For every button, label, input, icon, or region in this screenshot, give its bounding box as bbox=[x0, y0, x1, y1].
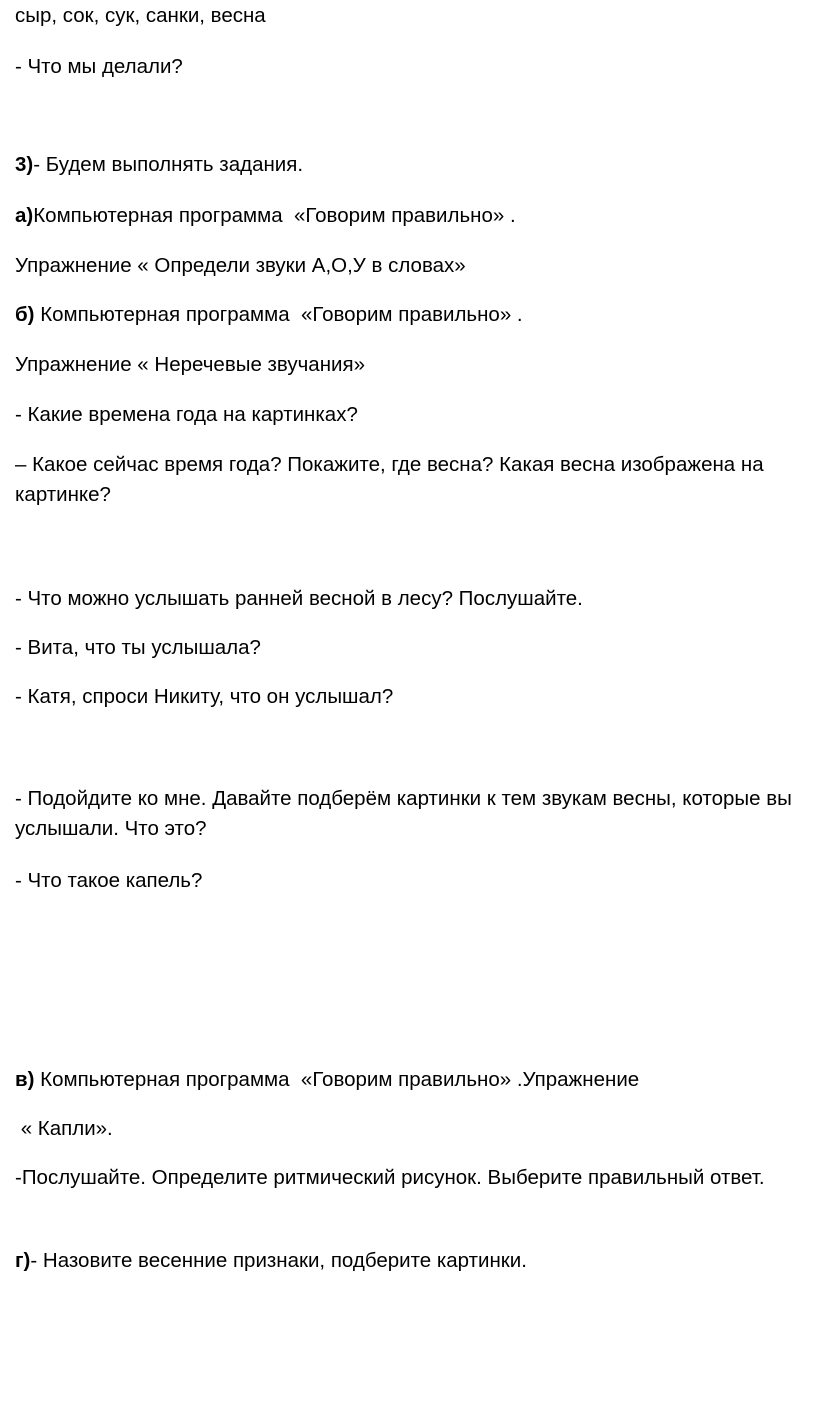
item-b-text: Компьютерная программа «Говорим правильно» . bbox=[34, 303, 523, 326]
section-3-text: - Будем выполнять задания. bbox=[33, 153, 304, 176]
paragraph-question-kapel: - Что такое капель? bbox=[15, 869, 203, 892]
item-b-label: б) bbox=[15, 303, 35, 326]
paragraph-word-list: сыр, сок, сук, санки, весна bbox=[15, 4, 266, 27]
paragraph-instruction-rhythm: -Послушайте. Определите ритмический рисунок. Выберите правильный ответ. bbox=[15, 1166, 765, 1189]
paragraph-item-b bbox=[15, 300, 805, 330]
paragraph-question-forest-sounds: - Что можно услышать ранней весной в лесу? Послушайте. bbox=[15, 587, 583, 610]
paragraph-question-what-did-we-do: - Что мы делали? bbox=[15, 55, 183, 78]
paragraph-exercise-sounds: Упражнение « Определи звуки А,О,У в словах» bbox=[15, 254, 466, 277]
paragraph-question-vita: - Вита, что ты услышала? bbox=[15, 636, 261, 659]
section-3-label: 3) bbox=[15, 153, 34, 176]
item-v-label: в) bbox=[15, 1068, 35, 1091]
paragraph-exercise-drops: « Капли». bbox=[15, 1117, 113, 1140]
paragraph-question-current-season: – Какое сейчас время года? Покажите, где весна? Какая весна изображена на картинке? bbox=[15, 453, 770, 506]
paragraph-item-g bbox=[15, 1246, 805, 1276]
item-g-text: - Назовите весенние признаки, подберите картинки. bbox=[30, 1249, 527, 1272]
paragraph-question-katya: - Катя, спроси Никиту, что он услышал? bbox=[15, 685, 394, 708]
item-g-label: г) bbox=[15, 1249, 31, 1272]
paragraph-item-a bbox=[15, 201, 805, 231]
paragraph-exercise-non-speech: Упражнение « Неречевые звучания» bbox=[15, 353, 365, 376]
paragraph-item-v bbox=[15, 1065, 805, 1095]
item-v-text: Компьютерная программа «Говорим правильно» .Упражнение bbox=[34, 1068, 640, 1091]
item-a-text: Компьютерная программа «Говорим правильно» . bbox=[33, 204, 516, 227]
paragraph-section-3 bbox=[15, 150, 805, 180]
paragraph-instruction-pictures: - Подойдите ко мне. Давайте подберём картинки к тем звукам весны, которые вы услышали. Что это? bbox=[15, 787, 798, 840]
item-a-label: а) bbox=[15, 204, 34, 227]
paragraph-question-seasons: - Какие времена года на картинках? bbox=[15, 403, 358, 426]
